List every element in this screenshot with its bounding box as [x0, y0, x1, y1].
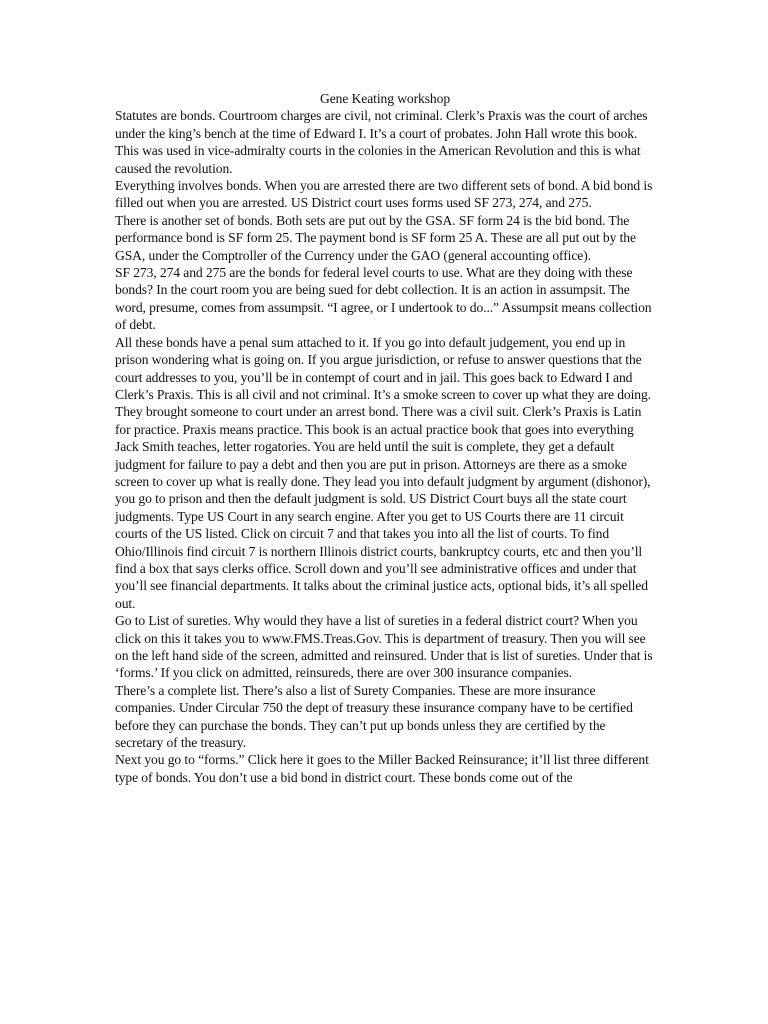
paragraph: All these bonds have a penal sum attached to it. If you go into default judgement, you end up in prison wondering what is going on. If you argue jurisdiction, or refuse to answer questions that the court addresses to you, you’ll be in contempt of court and in jail. This goes back to Edward I and Clerk’s Praxis. This is all civil and not criminal. It’s a smoke screen to cover up what they are doing. — [115, 334, 651, 402]
paragraph: There is another set of bonds. Both sets are put out by the GSA. SF form 24 is the bid bond. The performance bond is SF form 25. The payment bond is SF form 25 A. These are all put out by the GSA, under the Comptroller of the Currency under the GAO (general accounting office). — [115, 212, 636, 263]
paragraph: Go to List of sureties. Why would they have a list of sureties in a federal district court? When you click on this it takes you to www.FMS.Treas.Gov. This is department of treasury. Then you will see on the left hand side of the screen, admitted and reinsured. Under that is list of sureties. Under that is ‘forms.’ If you click on admitted, reinsureds, there are over 300 insurance companies. — [115, 613, 653, 681]
paragraph: There’s a complete list. There’s also a list of Surety Companies. These are more insurance companies. Under Circular 750 the dept of treasury these insurance company have to be certified before they can purchase the bonds. They can’t put up bonds unless they are certified by the secretary of the treasury. — [115, 682, 633, 751]
document-body — [115, 90, 655, 786]
paragraph: Next you go to “forms.” Click here it goes to the Miller Backed Reinsurance; it’ll list three different type of bonds. You don’t use a bid bond in district court. These bonds come out of the — [115, 752, 649, 785]
paragraph: They brought someone to court under an arrest bond. There was a civil suit. Clerk’s Praxis is Latin for practice. Praxis means practice. This book is an actual practice book that goes into everything Jack Smith teaches, letter rogatories. You are held until the suit is complete, they get a default judgment for failure to pay a debt and then you are put in prison. Attorneys are there as a smoke screen to cover up what is really done. They lead you into default judgment by argument (dishonor), you go to prison and then the default judgment is sold. US District Court buys all the state court judgments. Type US Court in any search engine. After you get to US Courts there are 11 circuit courts of the US listed. Click on circuit 7 and that takes you into all the list of courts. To find Ohio/Illinois find circuit 7 is northern Illinois district courts, bankruptcy courts, etc and then you’ll find a box that says clerks office. Scroll down and you’ll see administrative offices and under that you’ll see financial departments. It talks about the criminal justice acts, optional bids, it’s all spelled out. — [115, 404, 651, 611]
paragraph: Everything involves bonds. When you are arrested there are two different sets of bond. A bid bond is filled out when you are arrested. US District court uses forms used SF 273, 274, and 275. — [115, 178, 653, 211]
paragraph: Statutes are bonds. Courtroom charges are civil, not criminal. Clerk’s Praxis was the court of arches under the king’s bench at the time of Edward I. It’s a court of probates. John Hall wrote this book. This was used in vice-admiralty courts in the colonies in the American Revolution and this is what caused the revolution. — [115, 108, 648, 176]
paragraph: SF 273, 274 and 275 are the bonds for federal level courts to use. What are they doing with these bonds? In the court room you are being sued for debt collection. It is an action in assumpsit. The word, presume, comes from assumpsit. “I agree, or I undertook to do...” Assumpsit means collection of debt. — [115, 265, 652, 333]
document-title: Gene Keating workshop — [319, 91, 451, 106]
